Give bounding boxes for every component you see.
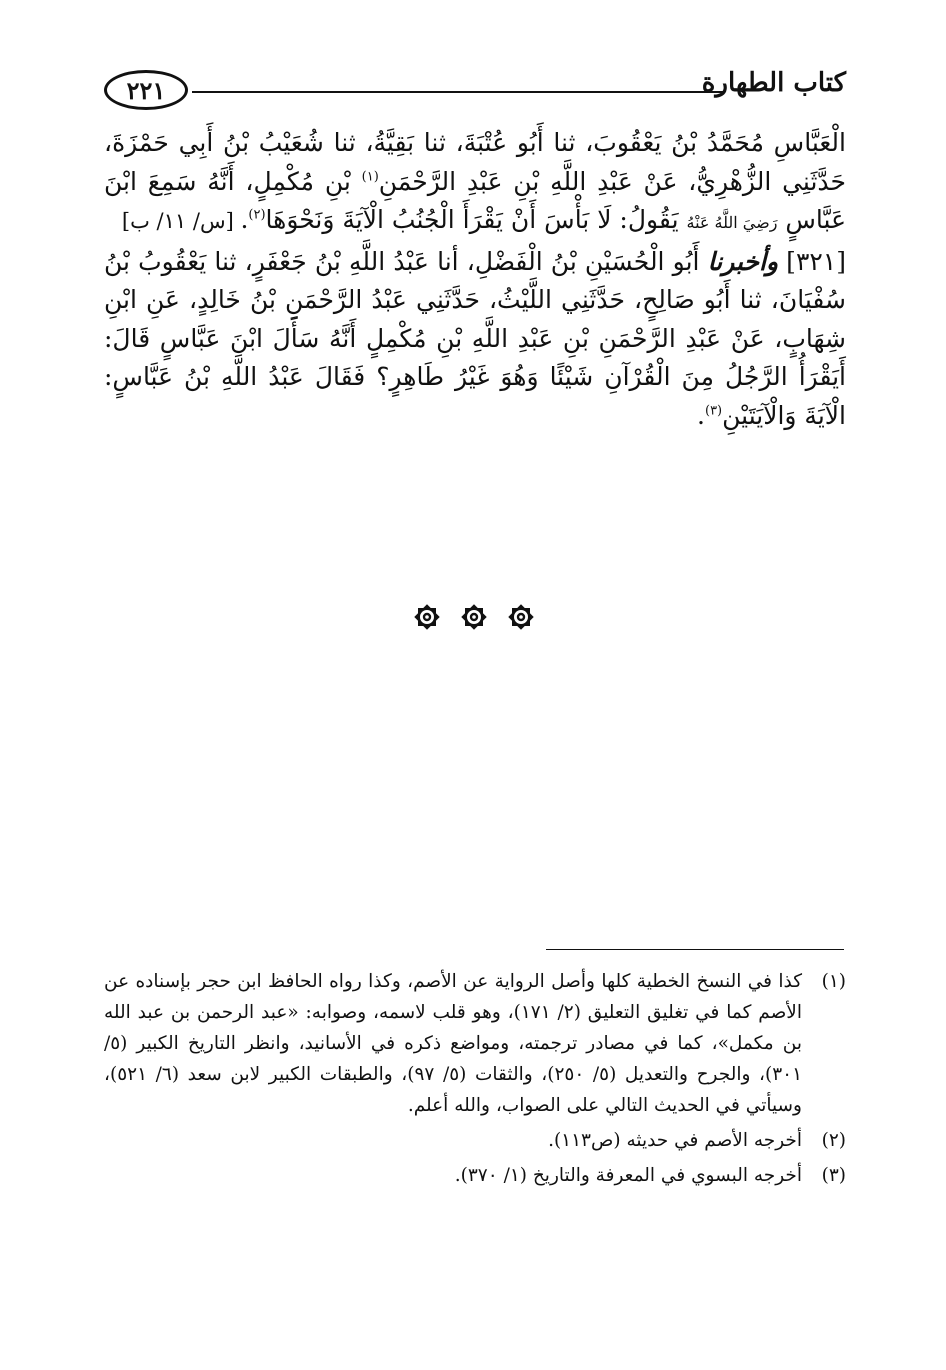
continuation-paragraph xyxy=(104,124,846,243)
akhbarana-keyword: وأخبرنا xyxy=(707,246,779,276)
octagram-ornament-icon xyxy=(506,602,536,632)
octagram-ornament-icon xyxy=(412,602,442,632)
running-title: كتاب الطهارة xyxy=(701,68,846,98)
main-text xyxy=(104,124,846,435)
continuation-text-3: يَقُولُ: لَا بَأْسَ أَنْ يَقْرَأَ الْجُنُبُ الْآيَةَ وَنَحْوَهَا xyxy=(265,205,687,234)
footnote-number: (١) xyxy=(821,971,846,992)
hadith-end: . xyxy=(697,400,705,430)
footnote-text: كذا في النسخ الخطية كلها وأصل الرواية عن الأصم، وكذا رواه الحافظ ابن حجر بإسناده عن الأصم كما في تغليق التعليق (٢/ ١٧١)، وهو قلب لاسمه، وصوابه: «عبد الرحمن بن عبد الله بن مكمل»، كما في مصادر ترجمته، ومواضع ذكره في الأسانيد، وانظر التاريخ الكبير (٥/ ٣٠١)، والجرح والتعديل (٥/ ٢٥٠)، والثقات (٥/ ٩٧)، والطبقات الكبير لابن سعد (٦/ ٥٢١)، وسيأتي في الحديث التالي على الصواب، والله أعلم. xyxy=(104,971,803,1116)
footnote-mark-2[interactable]: (٢) xyxy=(248,207,266,223)
page-number xyxy=(104,70,188,110)
hadith-number: [٣٢١] xyxy=(786,246,846,276)
footnote-1 xyxy=(104,966,846,1121)
footnote-text: أخرجه الأصم في حديثه (ص١١٣). xyxy=(548,1130,802,1151)
footnote-mark-1[interactable]: (١) xyxy=(361,169,379,185)
footnote-2 xyxy=(104,1125,846,1156)
header-rule xyxy=(192,91,724,93)
footnote-3 xyxy=(104,1160,846,1191)
hadith-paragraph xyxy=(104,243,846,436)
page-number-text: ٢٢١ xyxy=(126,75,166,105)
page-header xyxy=(100,66,846,116)
continuation-text: الْعَبَّاسِ مُحَمَّدُ بْنُ يَعْقُوبَ، ثنا أَبُو عُتْبَةَ، ثنا بَقِيَّةُ، ثنا شُعَيْبُ بْنُ أَبِي حَمْزَةَ، حَدَّثَنِي الزُّهْرِيُّ، عَنْ عَبْدِ اللَّهِ بْنِ عَبْدِ الرَّحْمَنِ xyxy=(104,128,847,196)
footnote-number: (٢) xyxy=(821,1130,846,1151)
footnote-number: (٣) xyxy=(821,1165,846,1186)
footnotes xyxy=(104,966,846,1195)
footnote-mark-3[interactable]: (٣) xyxy=(704,403,723,419)
hadith-text: أَبُو الْحُسَيْنِ بْنُ الْفَضْلِ، أنا عَبْدُ اللَّهِ بْنُ جَعْفَرٍ، ثنا يَعْقُوبُ بْنُ سُفْيَانَ، ثنا أَبُو صَالِحٍ، حَدَّثَنِي اللَّيْثُ، حَدَّثَنِي عَبْدُ الرَّحْمَنِ بْنُ خَالِدٍ، عَنِ ابْنِ شِهَابٍ، عَنْ عَبْدِ الرَّحْمَنِ بْنِ عَبْدِ اللَّهِ بْنِ مُكْمِلٍ أَنَّهُ سَأَلَ ابْنَ عَبَّاسٍ قَالَ: أَيَقْرَأُ الرَّجُلُ مِنَ الْقُرْآنِ شَيْئًا وَهُوَ غَيْرُ طَاهِرٍ؟ فَقَالَ عَبْدُ اللَّهِ بْنُ عَبَّاسٍ: الْآيَةَ وَالْآيَتَيْنِ xyxy=(104,246,846,430)
footnote-text: أخرجه البسوي في المعرفة والتاريخ (١/ ٣٧٠). xyxy=(454,1165,802,1186)
footnote-separator xyxy=(546,949,844,950)
manuscript-reference: [س/ ١١/ ب] xyxy=(121,209,241,233)
octagram-ornament-icon xyxy=(459,602,489,632)
continuation-end: . xyxy=(240,205,249,234)
honorific-glyph: رَضِيَ اللَّهُ عَنْهُ xyxy=(686,213,778,232)
continuation-text-2: بْنِ مُكْمِلٍ، أَنَّهُ سَمِعَ ابْنَ عَبَّاسٍ xyxy=(104,166,846,234)
section-ornaments xyxy=(412,600,536,634)
